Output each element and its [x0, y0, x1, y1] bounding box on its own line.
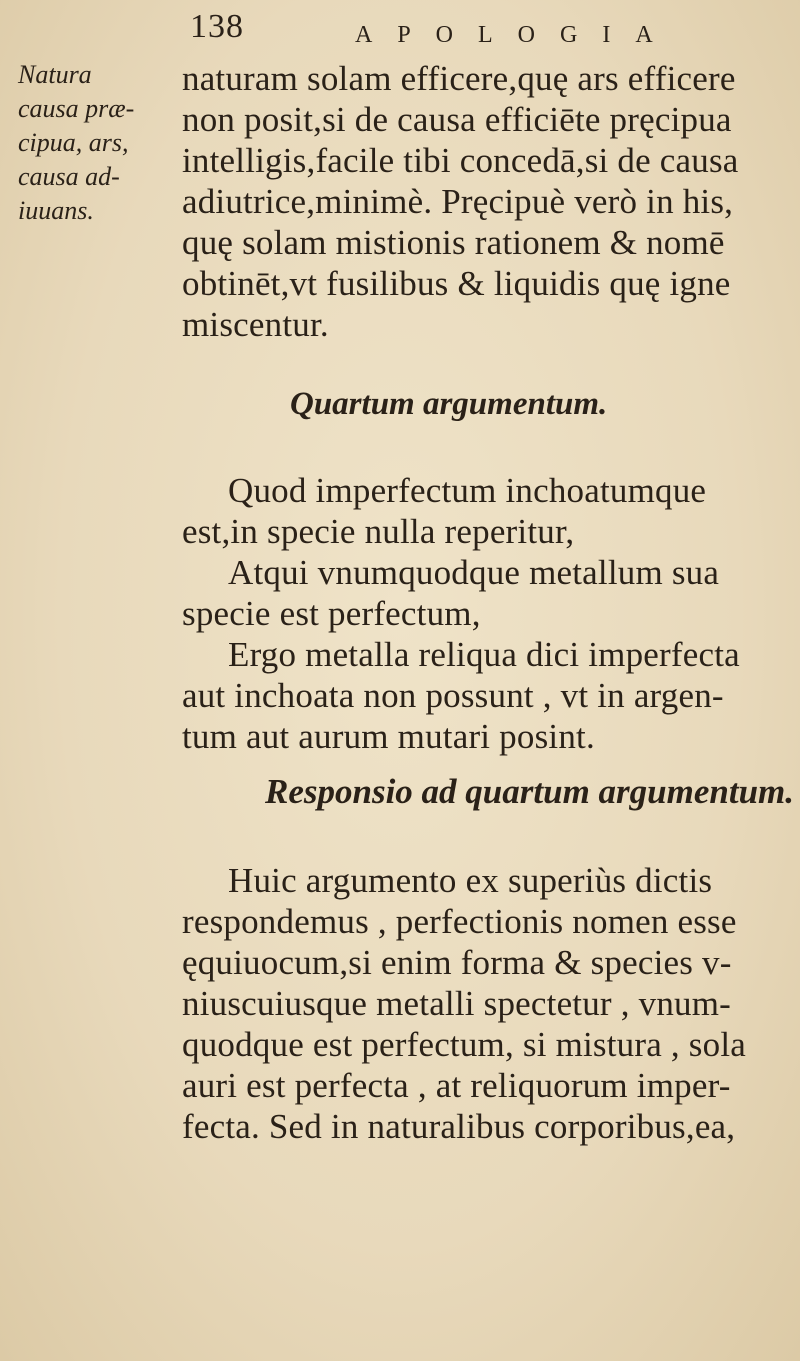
- text-line: obtinēt,vt fusilibus & liquidis quę igne: [182, 264, 731, 303]
- margin-note-line: cipua, ars,: [18, 128, 129, 157]
- text-line: non posit,si de causa efficiēte pręcipua: [182, 100, 732, 139]
- text-line: specie est perfectum,: [182, 594, 481, 633]
- text-line: Huic argumento ex superiùs dictis: [228, 861, 713, 900]
- running-head: [190, 8, 750, 48]
- margin-note-line: Natura: [18, 60, 92, 89]
- text-line: aut inchoata non possunt , vt in argen-: [182, 676, 724, 715]
- section-heading-responsio: Responsio ad quartum argumentum.: [265, 772, 795, 811]
- text-line: auri est perfecta , at reliquorum imper-: [182, 1066, 731, 1105]
- text-line: niuscuiusque metalli spectetur , vnum-: [182, 984, 732, 1023]
- text-line: miscentur.: [182, 305, 329, 344]
- text-line: Atqui vnumquodque metallum sua: [228, 553, 720, 592]
- text-line: naturam solam efficere,quę ars efficere: [182, 59, 736, 98]
- text-line: fecta. Sed in naturalibus corporibus,ea,: [182, 1107, 736, 1146]
- paragraph-3: [182, 860, 792, 1147]
- text-line: tum aut aurum mutari posint.: [182, 717, 595, 756]
- text-line: Quod imperfectum inchoatumque: [228, 471, 707, 510]
- paragraph-2: [182, 470, 792, 757]
- margin-note-line: iuuans.: [18, 196, 94, 225]
- text-line: respondemus , perfectionis nomen esse: [182, 902, 737, 941]
- section-heading-quartum-argumentum: Quartum argumentum.: [290, 386, 608, 422]
- margin-note: [18, 58, 178, 228]
- margin-note-line: causa præ-: [18, 94, 135, 123]
- margin-note-line: causa ad-: [18, 162, 120, 191]
- text-line: ęquiuocum,si enim forma & species v-: [182, 943, 732, 982]
- text-line: Ergo metalla reliqua dici imperfecta: [228, 635, 740, 674]
- text-line: adiutrice,minimè. Pręcipuè verò in his,: [182, 182, 734, 221]
- page-number: 138: [190, 8, 244, 45]
- text-line: intelligis,facile tibi concedā,si de causa: [182, 141, 739, 180]
- text-line: quę solam mistionis rationem & nomē: [182, 223, 725, 262]
- text-line: quodque est perfectum, si mistura , sola: [182, 1025, 746, 1064]
- running-head-title: APOLOGIA: [355, 22, 678, 48]
- text-line: est,in specie nulla reperitur,: [182, 512, 575, 551]
- paragraph-1: [182, 58, 792, 345]
